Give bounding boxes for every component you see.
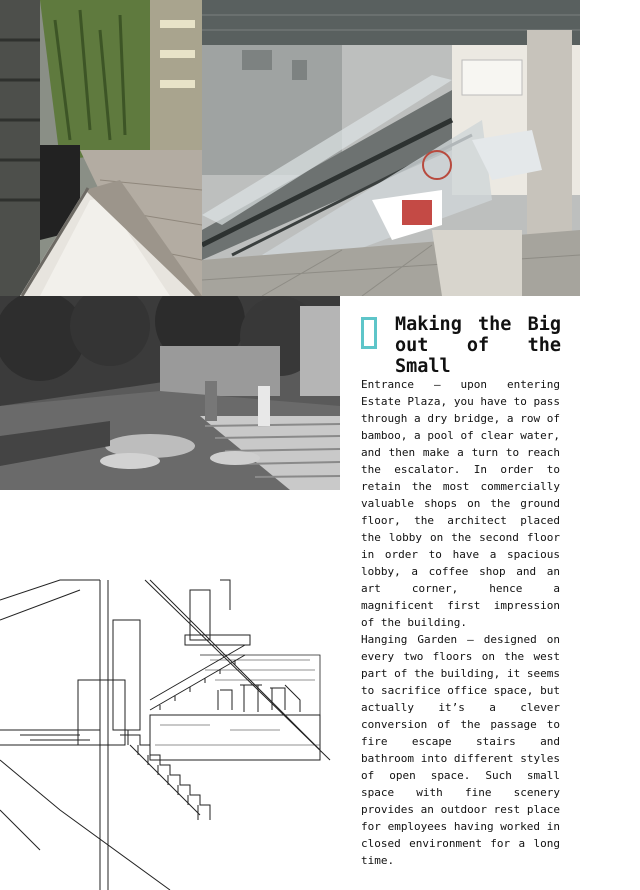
heading-accent-mark xyxy=(361,317,377,349)
article-title xyxy=(395,314,561,377)
escalator-photo xyxy=(202,0,580,296)
article-body xyxy=(361,376,560,869)
entrance-walkway-photo xyxy=(0,0,202,296)
paragraph-hanging-garden: Hanging Garden – designed on every two floors on the west part of the building, it seems to sacrifice office space, but actually it’s a clever conversion of the passage to fire escape stairs and bathroom into different styles of open space. Such small space with fine scenery provides an outdoor rest place for employees having worked in closed environment for a long time. xyxy=(361,633,560,867)
article-title-line1: Making the Big xyxy=(395,314,561,335)
paragraph-entrance: Entrance – upon entering Estate Plaza, you have to pass through a dry bridge, a row of bamboo, a pool of clear water, and then make a turn to reach the escalator. In order to retain the most commercially valuable shops on the ground floor, the architect placed the lobby on the second floor in order to have a spacious lobby, a coffee shop and an art corner, hence a magnificent first impression of the building. xyxy=(361,378,560,629)
article-title-line2: out of the Small xyxy=(395,335,561,377)
hanging-garden-sketch xyxy=(0,560,340,890)
article-heading xyxy=(361,314,561,377)
garden-photo xyxy=(0,296,340,490)
